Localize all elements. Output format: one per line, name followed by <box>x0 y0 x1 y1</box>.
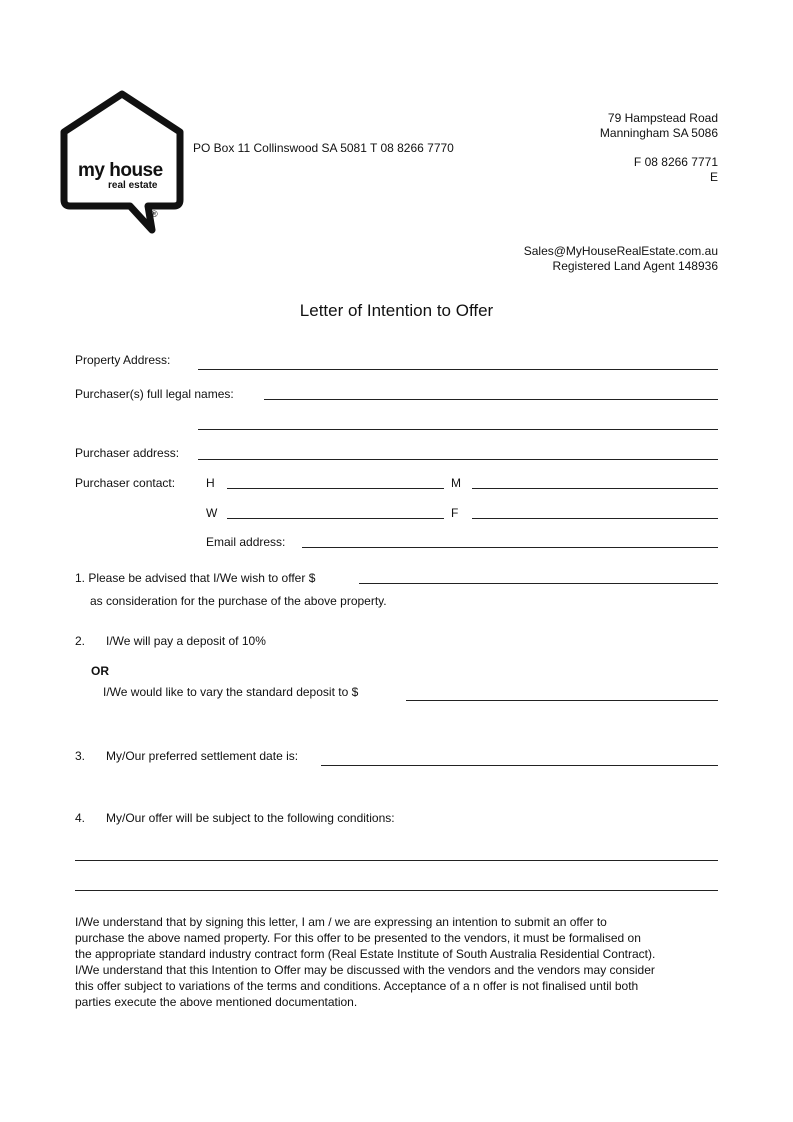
disclaimer-line-4: I/We understand that this Intention to Offer may be discussed with the vendors and the vendors may consider <box>75 963 655 977</box>
property-address-label: Property Address: <box>75 353 171 367</box>
mobile-phone-label: M <box>451 476 461 490</box>
logo-text-main: my house <box>78 160 163 181</box>
disclaimer-paragraph <box>75 914 725 1010</box>
logo-text-sub: real estate <box>108 180 158 191</box>
page-title: Letter of Intention to Offer <box>299 301 494 320</box>
purchaser-names-field[interactable] <box>264 399 718 400</box>
suburb-address: Manningham SA 5086 <box>599 126 718 140</box>
purchaser-address-field[interactable] <box>198 459 718 460</box>
item2-text: I/We will pay a deposit of 10% <box>106 634 266 648</box>
disclaimer-line-1: I/We understand that by signing this letter, I am / we are expressing an intention to submit an offer to <box>75 915 607 929</box>
disclaimer-line-5: this offer subject to variations of the terms and conditions. Acceptance of a n offer is not finalised until both <box>75 979 639 993</box>
item1-text-cont: as consideration for the purchase of the above property. <box>90 594 387 608</box>
registered-agent: Registered Land Agent 148936 <box>552 259 718 273</box>
item3-number: 3. <box>75 749 86 763</box>
email-address-label: Email address: <box>206 535 286 549</box>
conditions-field-1[interactable] <box>75 860 718 861</box>
vary-deposit-text: I/We would like to vary the standard deposit to $ <box>103 685 359 699</box>
item2-number: 2. <box>75 634 86 648</box>
po-box-line: PO Box 11 Collinswood SA 5081 T 08 8266 7770 <box>193 141 454 155</box>
purchaser-address-label: Purchaser address: <box>75 446 180 460</box>
registered-mark: ® <box>151 209 158 219</box>
purchaser-contact-label: Purchaser contact: <box>75 476 176 490</box>
company-email: Sales@MyHouseRealEstate.com.au <box>523 244 718 258</box>
disclaimer-line-3: the appropriate standard industry contract form (Real Estate Institute of South Australia Residential Contract). <box>75 947 656 961</box>
or-label: OR <box>91 664 109 678</box>
vary-deposit-field[interactable] <box>406 700 718 701</box>
property-address-field[interactable] <box>198 369 718 370</box>
purchaser-names-field-2[interactable] <box>198 429 718 430</box>
disclaimer-line-2: purchase the above named property. For this offer to be presented to the vendors, it must be formalised on <box>75 931 641 945</box>
disclaimer-line-6: parties execute the above mentioned documentation. <box>75 995 358 1009</box>
fax-label: F <box>451 506 459 520</box>
email-label-e: E <box>709 170 718 184</box>
offer-amount-field[interactable] <box>359 583 718 584</box>
item4-number: 4. <box>75 811 86 825</box>
conditions-field-2[interactable] <box>75 890 718 891</box>
email-address-field[interactable] <box>302 547 718 548</box>
fax-number: F 08 8266 7771 <box>633 155 718 169</box>
purchaser-names-label: Purchaser(s) full legal names: <box>75 387 234 401</box>
work-phone-label: W <box>206 506 218 520</box>
fax-field[interactable] <box>472 518 718 519</box>
item1-text: 1. Please be advised that I/We wish to offer $ <box>75 571 316 585</box>
street-address: 79 Hampstead Road <box>607 111 718 125</box>
mobile-phone-field[interactable] <box>472 488 718 489</box>
company-logo <box>60 88 185 236</box>
home-phone-label: H <box>206 476 215 490</box>
item3-text: My/Our preferred settlement date is: <box>106 749 299 763</box>
item4-text: My/Our offer will be subject to the following conditions: <box>106 811 395 825</box>
work-phone-field[interactable] <box>227 518 444 519</box>
home-phone-field[interactable] <box>227 488 444 489</box>
settlement-date-field[interactable] <box>321 765 718 766</box>
